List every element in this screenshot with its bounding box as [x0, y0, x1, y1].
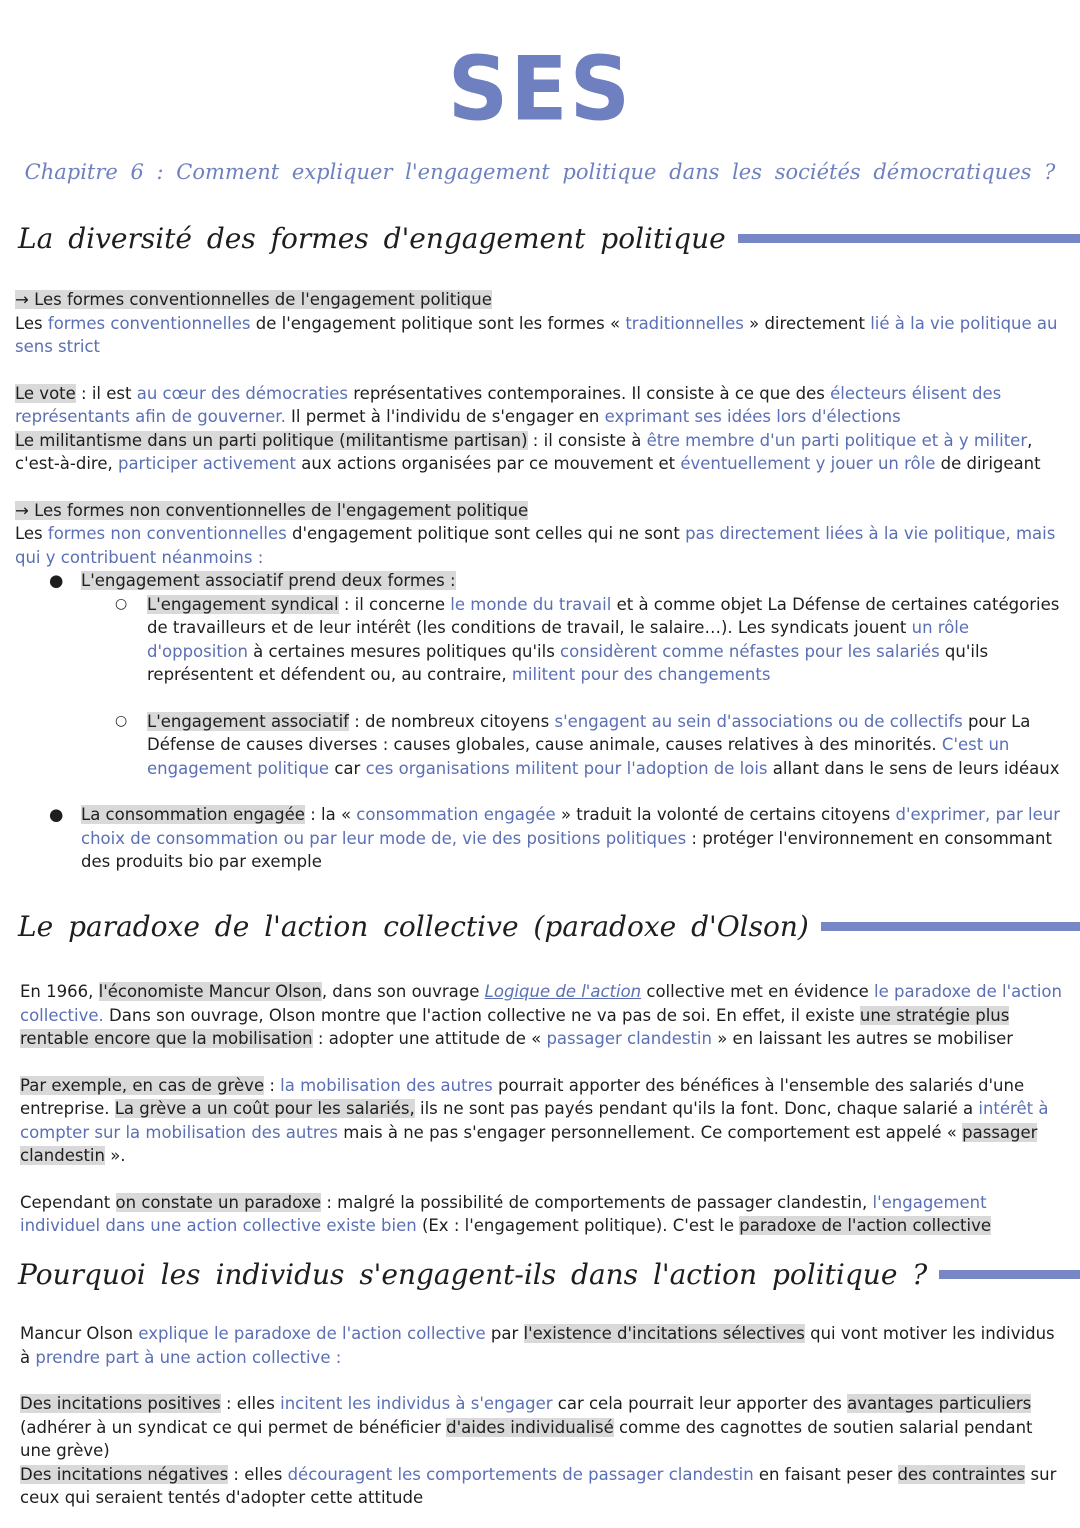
heading-bar — [939, 1270, 1080, 1279]
list-item: ● L'engagement associatif prend deux formes : — [15, 569, 1065, 593]
section-heading-text: Le paradoxe de l'action collective (paradoxe d'Olson) — [18, 910, 809, 943]
section-heading-pourquoi — [18, 1258, 1080, 1291]
paragraph-militantisme: Le militantisme dans un parti politique (militantisme partisan) : il consiste à être membre d'un parti politique et à y militer, c'est-à-dire, participer activement aux actions organisées par ce mouvement et éventuellement y jouer un rôle de dirigeant — [15, 430, 1041, 473]
paragraph: Les formes non conventionnelles d'engagement politique sont celles qui ne sont pas directement liées à la vie politique, mais qui y contribuent néanmoins : — [15, 524, 1056, 567]
paragraph-olson: En 1966, l'économiste Mancur Olson, dans son ouvrage Logique de l'action collective met en évidence le paradoxe de l'action collective. Dans son ouvrage, Olson montre que l'action collective ne va pas de soi. En effet, il existe une stratégie plus rentable encore que la mobilisation : adopter une attitude de « passager clandestin » en laissant les autres se mobiliser — [20, 982, 1062, 1048]
paragraph-vote: Le vote : il est au cœur des démocraties représentatives contemporaines. Il consiste à ce que des électeurs élisent des représentants afin de gouverner. Il permet à l'individu de s'engager en exprimant ses idées lors d'élections — [15, 383, 1002, 426]
heading-bar — [821, 922, 1080, 931]
section-heading-paradoxe — [18, 910, 1080, 943]
subheading-non-conventionnelles: → Les formes non conventionnelles de l'engagement politique — [15, 500, 529, 520]
circle-bullet-icon: ○ — [115, 595, 128, 612]
section-heading-diversite — [18, 222, 1080, 255]
paragraph: Les formes conventionnelles de l'engagement politique sont les formes « traditionnelles » directement lié à la vie politique au sens strict — [15, 313, 1058, 356]
section3-body — [20, 1322, 1065, 1510]
paragraph-paradoxe: Cependant on constate un paradoxe : malgré la possibilité de comportements de passager clandestin, l'engagement individuel dans une action collective existe bien (Ex : l'engagement politique). C'est le paradoxe de l'action collective — [20, 1192, 992, 1235]
list-item: ○ L'engagement syndical : il concerne le monde du travail et à comme objet La Défense de certaines catégories de travailleurs et de leur intérêt (les conditions de travail, le salaire…). Les syndicats jouent un rôle d'opposition à certaines mesures politiques qu'ils considèrent comme néfastes pour les salariés qu'ils représentent et défendent ou, au contraire, militent pour des changements — [115, 594, 1060, 684]
bullet-icon: ● — [49, 805, 64, 824]
subheading-conventionnelles: → Les formes conventionnelles de l'engagement politique — [15, 290, 492, 309]
page-title: SES — [447, 37, 633, 141]
book-title-link: Logique de l'action — [484, 982, 642, 1001]
chapter-subtitle: Chapitre 6 : Comment expliquer l'engagement politique dans les sociétés démocratiques ? — [24, 160, 1056, 184]
circle-bullet-icon: ○ — [115, 712, 128, 729]
paragraph-incitations-positives: Des incitations positives : elles incitent les individus à s'engager car cela pourrait leur apporter des avantages particuliers (adhérer à un syndicat ce qui permet de bénéficier d'aides individualisé comme des cagnottes de soutien salarial pendant une grève) — [20, 1394, 1033, 1460]
list-item: ○ L'engagement associatif : de nombreux citoyens s'engagent au sein d'associations ou de collectifs pour La Défense de causes diverses : causes globales, cause animale, causes relatives à des minorités. C'est un engagement politique car ces organisations militent pour l'adoption de lois allant dans le sens de leurs idéaux — [115, 711, 1060, 778]
heading-bar — [738, 234, 1080, 243]
section-heading-text: La diversité des formes d'engagement politique — [18, 222, 726, 255]
list-item: ● La consommation engagée : la « consommation engagée » traduit la volonté de certains citoyens d'exprimer, par leur choix de consommation ou par leur mode de, vie des positions politiques : protéger l'environnement en consommant des produits bio par exemple — [49, 805, 1061, 871]
paragraph-incitations-negatives: Des incitations négatives : elles découragent les comportements de passager clandestin en faisant peser des contraintes sur ceux qui seraient tentés d'adopter cette attitude — [20, 1464, 1057, 1507]
bullet-icon: ● — [49, 571, 64, 590]
section1-body — [15, 288, 1065, 874]
section-heading-text: Pourquoi les individus s'engagent-ils dans l'action politique ? — [18, 1258, 928, 1291]
paragraph-incitations: Mancur Olson explique le paradoxe de l'action collective par l'existence d'incitations sélectives qui vont motiver les individus à prendre part à une action collective : — [20, 1324, 1055, 1367]
paragraph-greve: Par exemple, en cas de grève : la mobilisation des autres pourrait apporter des bénéfices à l'ensemble des salariés d'une entreprise. La grève a un coût pour les salariés, ils ne sont pas payés pendant qu'ils la font. Donc, chaque salarié a intérêt à compter sur la mobilisation des autres mais à ne pas s'engager personnellement. Ce comportement est appelé « passager clandestin ». — [20, 1075, 1049, 1165]
section2-body — [20, 980, 1065, 1238]
